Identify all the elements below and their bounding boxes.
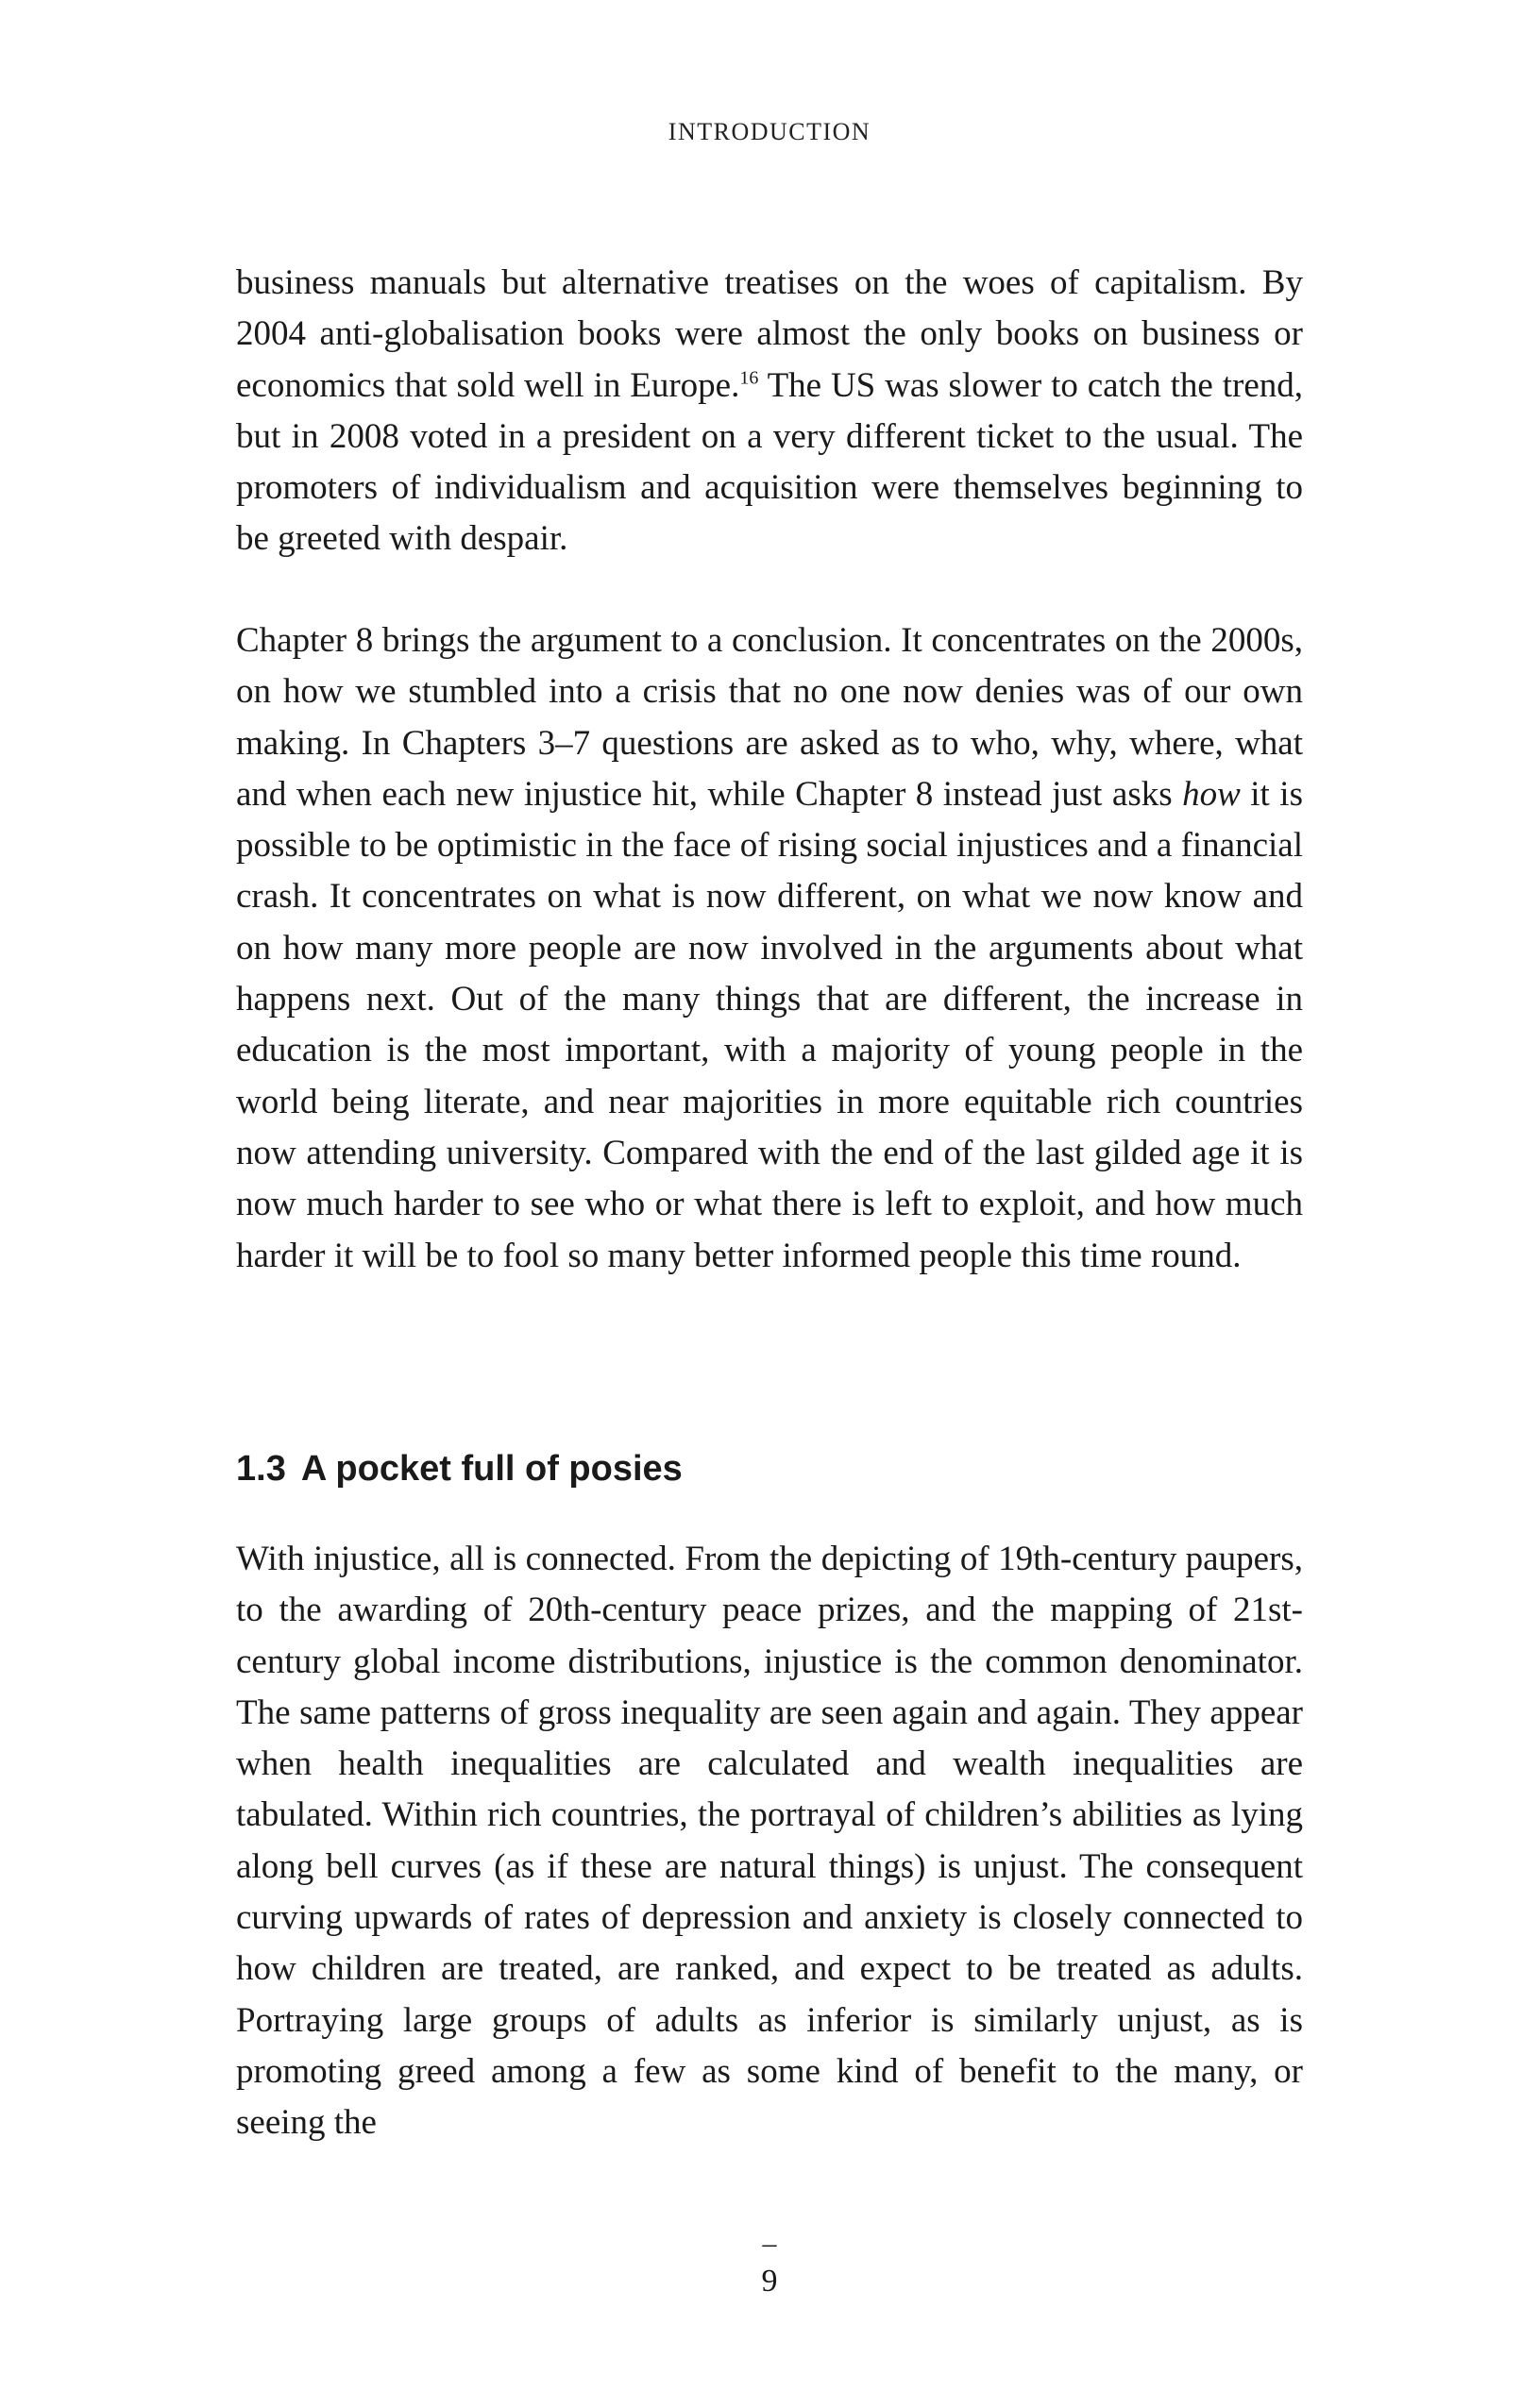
section-heading — [236, 1449, 683, 1490]
footnote-reference: 16 — [739, 367, 759, 389]
paragraph-2-text-b: it is possible to be optimistic in the face of rising social injustices and a financial crash. It concentrates on what is now different, on what we now know and on how many more people are now involved in the arguments about what happens next. Out of the many things that are different, the increase in education is the most important, with a majority of young people in the world being literate, and near majorities in more equitable rich countries now attending university. Compared with the end of the last gilded age it is now much harder to see who or what there is left to exploit, and how much harder it will be to fool so many better informed people this time round. — [236, 774, 1303, 1275]
running-head: INTRODUCTION — [668, 118, 871, 145]
folio-dash: – — [762, 2228, 777, 2259]
page-number: 9 — [761, 2264, 778, 2299]
paragraph-1-text-b: The US was slower to catch the trend, but in 2008 voted in a president on a very different ticket to the usual. The promoters of individualism and acquisition were themselves beginning to be greeted with despair. — [236, 365, 1304, 559]
paragraph-2 — [236, 615, 1303, 1282]
paragraph-2-italic: how — [1182, 774, 1241, 814]
section-title: A pocket full of posies — [300, 1449, 683, 1489]
paragraph-1 — [236, 258, 1303, 565]
section-number: 1.3 — [236, 1449, 286, 1489]
paragraph-3 — [236, 1534, 1303, 2149]
paragraph-3-text: With injustice, all is connected. From the depicting of 19th-century paupers, to the awarding of 20th-century peace prizes, and the mapping of 21st-century global income distributions, injustice is the common denominator. The same patterns of gross inequality are seen again and again. They appear when health inequalities are calculated and wealth inequalities are tabulated. Within rich countries, the portrayal of children’s abilities as lying along bell curves (as if these are natural things) is unjust. The consequent curving upwards of rates of depression and anxiety is closely connected to how children are treated, are ranked, and expect to be treated as adults. Portraying large groups of adults as inferior is similarly unjust, as is promoting greed among a few as some kind of benefit to the many, or seeing the — [236, 1540, 1303, 2143]
paragraph-2-text-a: Chapter 8 brings the argument to a conclusion. It concentrates on the 2000s, on how we stumbled into a crisis that no one now denies was of our own making. In Chapters 3–7 questions are asked as to who, why, where, what and when each new injustice hit, while Chapter 8 instead just asks — [236, 621, 1303, 814]
paragraph-1-text-a: business manuals but alternative treatises on the woes of capitalism. By 2004 anti-globalisation books were almost the only books on business or economics that sold well in Europe. — [236, 263, 1303, 405]
